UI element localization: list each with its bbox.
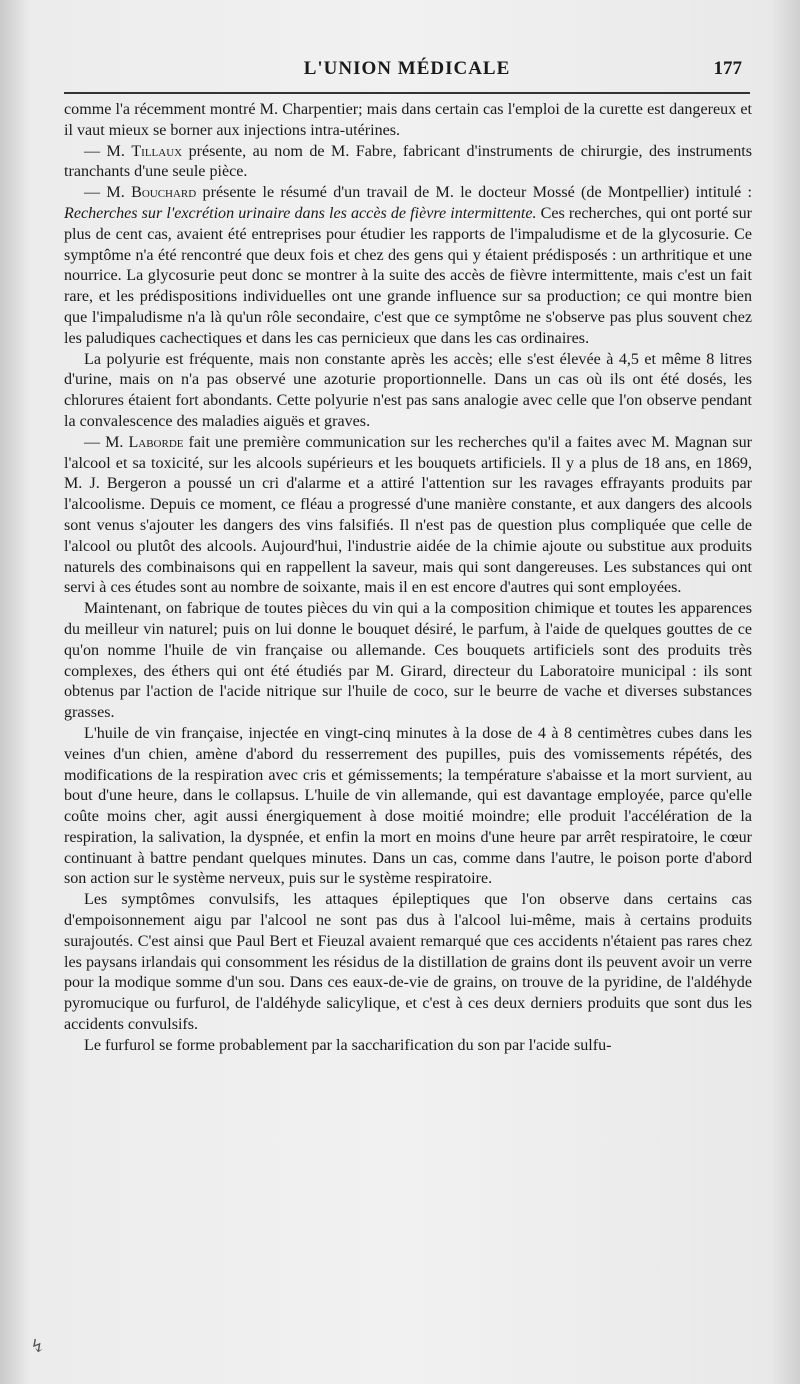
- text-run: Le furfurol se forme probablement par la saccharification du son par l'acide sulfu-: [84, 1036, 612, 1054]
- paragraph: [64, 142, 752, 184]
- text-run: comme l'a récemment montré M. Charpentier; mais dans certain cas l'emploi de la curette est dangereux et il vaut mieux se borner aux injections intra-utérines.: [64, 101, 752, 139]
- text-run: L'huile de vin française, injectée en vingt-cinq minutes à la dose de 4 à 8 centimètres cubes dans les veines d'un chien, amène d'abord du resserrement des pupilles, puis des vomissements répétés, des modifications de la respiration avec cris et gémissements; la température s'abaisse et la mort survient, au bout d'une heure, dans le collapsus. L'huile de vin allemande, qui est davantage employée, parce qu'elle coûte moins cher, agit aussi énergiquement à dose moitié moindre; elle produit l'accélération de la respiration, la salivation, la dyspnée, et enfin la mort en moins d'une heure par arrêt respiratoire, le cœur continuant à battre pendant quelques minutes. Dans un cas, comme dans l'autre, le poison porte d'abord son action sur le système nerveux, puis sur le système respiratoire.: [64, 724, 752, 888]
- paragraph: [64, 100, 752, 142]
- corner-mark-icon: ↯: [30, 1336, 46, 1356]
- title-italic: Recherches sur l'excrétion urinaire dans les accès de fièvre intermittente.: [64, 204, 537, 222]
- text-run: — M.: [84, 184, 132, 202]
- author-name: Laborde: [128, 433, 184, 451]
- author-name: Tillaux: [131, 142, 183, 160]
- paragraph: [64, 724, 752, 890]
- text-run: Les symptômes convulsifs, les attaques épileptiques que l'on observe dans certains cas d'empoisonnement aigu par l'alcool ne sont pas dus à l'alcool lui-même, mais à certains produits surajoutés. C'est ainsi que Paul Bert et Fieuzal avaient remarqué que ces accidents n'étaient pas rares chez les paysans irlandais qui consomment les résidus de la distillation de grains dont ils peuvent avoir un verre pour la modique somme d'un sou. Dans ces eaux-de-vie de grains, on trouve de la pyridine, de l'aldéhyde pyromucique ou furfurol, de l'aldéhyde salicylique, et c'est à ces deux derniers produits que sont dus les accidents convulsifs.: [64, 891, 752, 1034]
- running-title: L'UNION MÉDICALE: [303, 58, 511, 79]
- text-run: présente le résumé d'un travail de M. le docteur Mossé (de Montpellier) intitulé :: [196, 184, 752, 202]
- text-run: Maintenant, on fabrique de toutes pièces du vin qui a la composition chimique et toutes les apparences du meilleur vin naturel; puis on lui donne le bouquet désiré, le parfum, à l'aide de quelques gouttes de ce qu'on nomme l'huile de vin française ou allemande. Ces bouquets artificiels sont des produits très complexes, des éthers qui ont été étudiés par M. Girard, directeur du Laboratoire municipal : ils sont obtenus par l'action de l'acide nitrique sur l'huile de coco, sur le beurre de vache et diverses substances grasses.: [64, 600, 752, 722]
- author-name: Bouchard: [131, 184, 197, 202]
- paragraph: [64, 183, 752, 349]
- header-rule: [64, 92, 750, 94]
- paragraph: [64, 890, 752, 1036]
- text-run: Ces recherches, qui ont porté sur plus de cent cas, avaient été entreprises pour étudier les rapports de l'impaludisme et de la glycosurie. Ce symptôme n'a été rencontré que deux fois et chez des gens qui y étaient prédisposés : un arthritique et une nourrice. La glycosurie peut donc se montrer à la suite des accès de fièvre intermittente, mais c'est un fait rare, et les prédispositions individuelles ont une grande influence sur sa production; ce qui montre bien que l'impaludisme n'a là qu'un rôle secondaire, c'est que ce symptôme ne s'observe pas plus souvent chez les paludiques cachectiques et dans les cas pernicieux que dans les cas ordinaires.: [64, 204, 752, 347]
- paragraph: [64, 433, 752, 599]
- article-body: [64, 100, 752, 1057]
- text-run: — M.: [84, 433, 129, 451]
- text-run: — M.: [84, 142, 132, 160]
- paragraph: [64, 350, 752, 433]
- text-run: La polyurie est fréquente, mais non constante après les accès; elle s'est élevée à 4,5 et même 8 litres d'urine, mais on n'a pas observé une azoturie proportionnelle. Dans un cas où ils ont été dosés, les chlorures étaient fort abondants. Cette polyurie n'est pas sans analogie avec celle que l'on observe pendant la convalescence des maladies aiguës et graves.: [64, 350, 752, 430]
- page-header: [64, 58, 750, 84]
- text-run: fait une première communication sur les recherches qu'il a faites avec M. Magnan sur l'alcool et sa toxicité, sur les alcools supérieurs et les bouquets artificiels. Il y a plus de 18 ans, en 1869, M. J. Bergeron a poussé un cri d'alarme et a attiré l'attention sur les ravages effrayants produits par l'alcoolisme. Depuis ce moment, ce fléau a progressé d'une manière constante, et aux dangers des alcools sont venus s'ajouter les dangers des vins falsifiés. Il n'est pas de question plus compliquée que celle de l'alcool ou plutôt des alcools. Aujourd'hui, l'industrie aidée de la chimie ajoute ou substitue aux produits naturels des combinaisons qui en rappellent la saveur, mais qui sont dangereuses. Les substances qui ont servi à ces études sont au nombre de soixante, mais il en est encore d'autres qui sont employées.: [64, 433, 752, 597]
- paragraph: [64, 1036, 752, 1057]
- text-run: présente, au nom de M. Fabre, fabricant d'instruments de chirurgie, des instruments tranchants d'une seule pièce.: [64, 142, 752, 181]
- paragraph: [64, 599, 752, 724]
- page-number: 177: [713, 58, 742, 79]
